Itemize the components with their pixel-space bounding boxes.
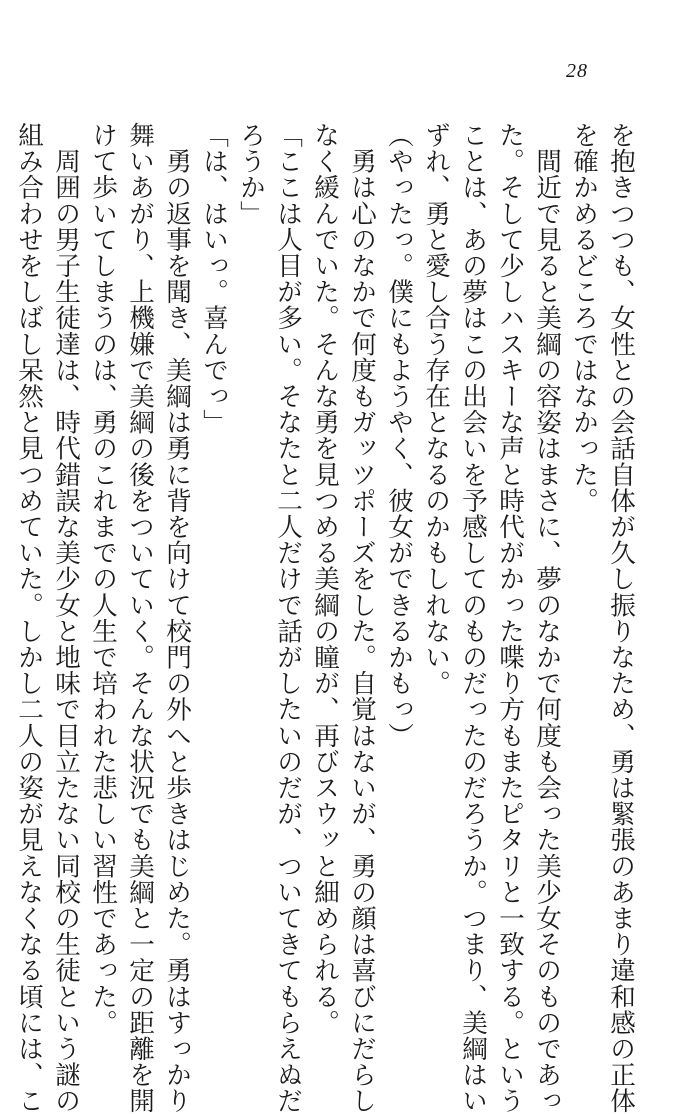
text-line: 間近で見ると美綱の容姿はまさに、夢のなかで何度も会った美少女そのものであっ xyxy=(532,122,562,1114)
text-line: 周囲の男子生徒達は、時代錯誤な美少女と地味で目立たない同校の生徒という謎の xyxy=(51,122,81,1114)
text-line: た。そして少しハスキーな声と時代がかった喋り方もまたピタリと一致する。という xyxy=(495,122,525,1114)
text-line: 「ここは人目が多い。そなたと二人だけで話がしたいのだが、ついてきてもらえぬだ xyxy=(273,122,303,1114)
text-line: 「は、はいっ。喜んでっ」 xyxy=(199,122,229,436)
text-line: 舞いあがり、上機嫌で美綱の後をついていく。そんな状況でも美綱と一定の距離を開 xyxy=(125,122,155,1114)
text-line: けて歩いてしまうのは、勇のこれまでの人生で培われた悲しい習性であった。 xyxy=(88,122,118,1036)
body-text xyxy=(14,122,639,1114)
text-line: ずれ、勇と愛し合う存在となるのかもしれない。 xyxy=(421,122,451,697)
text-line: を確かめるどころではなかった。 xyxy=(569,122,599,514)
text-line: 組み合わせをしばし呆然と見つめていた。しかし二人の姿が見えなくなる頃には、こ xyxy=(14,122,44,1114)
page-number: 28 xyxy=(566,60,588,82)
text-line: ことは、あの夢はこの出会いを予感してのものだったのだろうか。つまり、美綱はい xyxy=(458,122,488,1114)
text-line: 勇の返事を聞き、美綱は勇に背を向けて校門の外へと歩きはじめた。勇はすっかり xyxy=(162,122,192,1114)
text-line: 勇は心のなかで何度もガッツポーズをした。自覚はないが、勇の顔は喜びにだらし xyxy=(347,122,377,1114)
text-line: を抱きつつも、女性との会話自体が久し振りなため、勇は緊張のあまり違和感の正体 xyxy=(606,122,636,1114)
text-line: ろうか」 xyxy=(236,122,266,227)
text-line: （やったっ。僕にもようやく、彼女ができるかもっ） xyxy=(384,122,414,749)
text-line: なく緩んでいた。そんな勇を見つめる美綱の瞳が、再びスウッと細められる。 xyxy=(310,122,340,1036)
